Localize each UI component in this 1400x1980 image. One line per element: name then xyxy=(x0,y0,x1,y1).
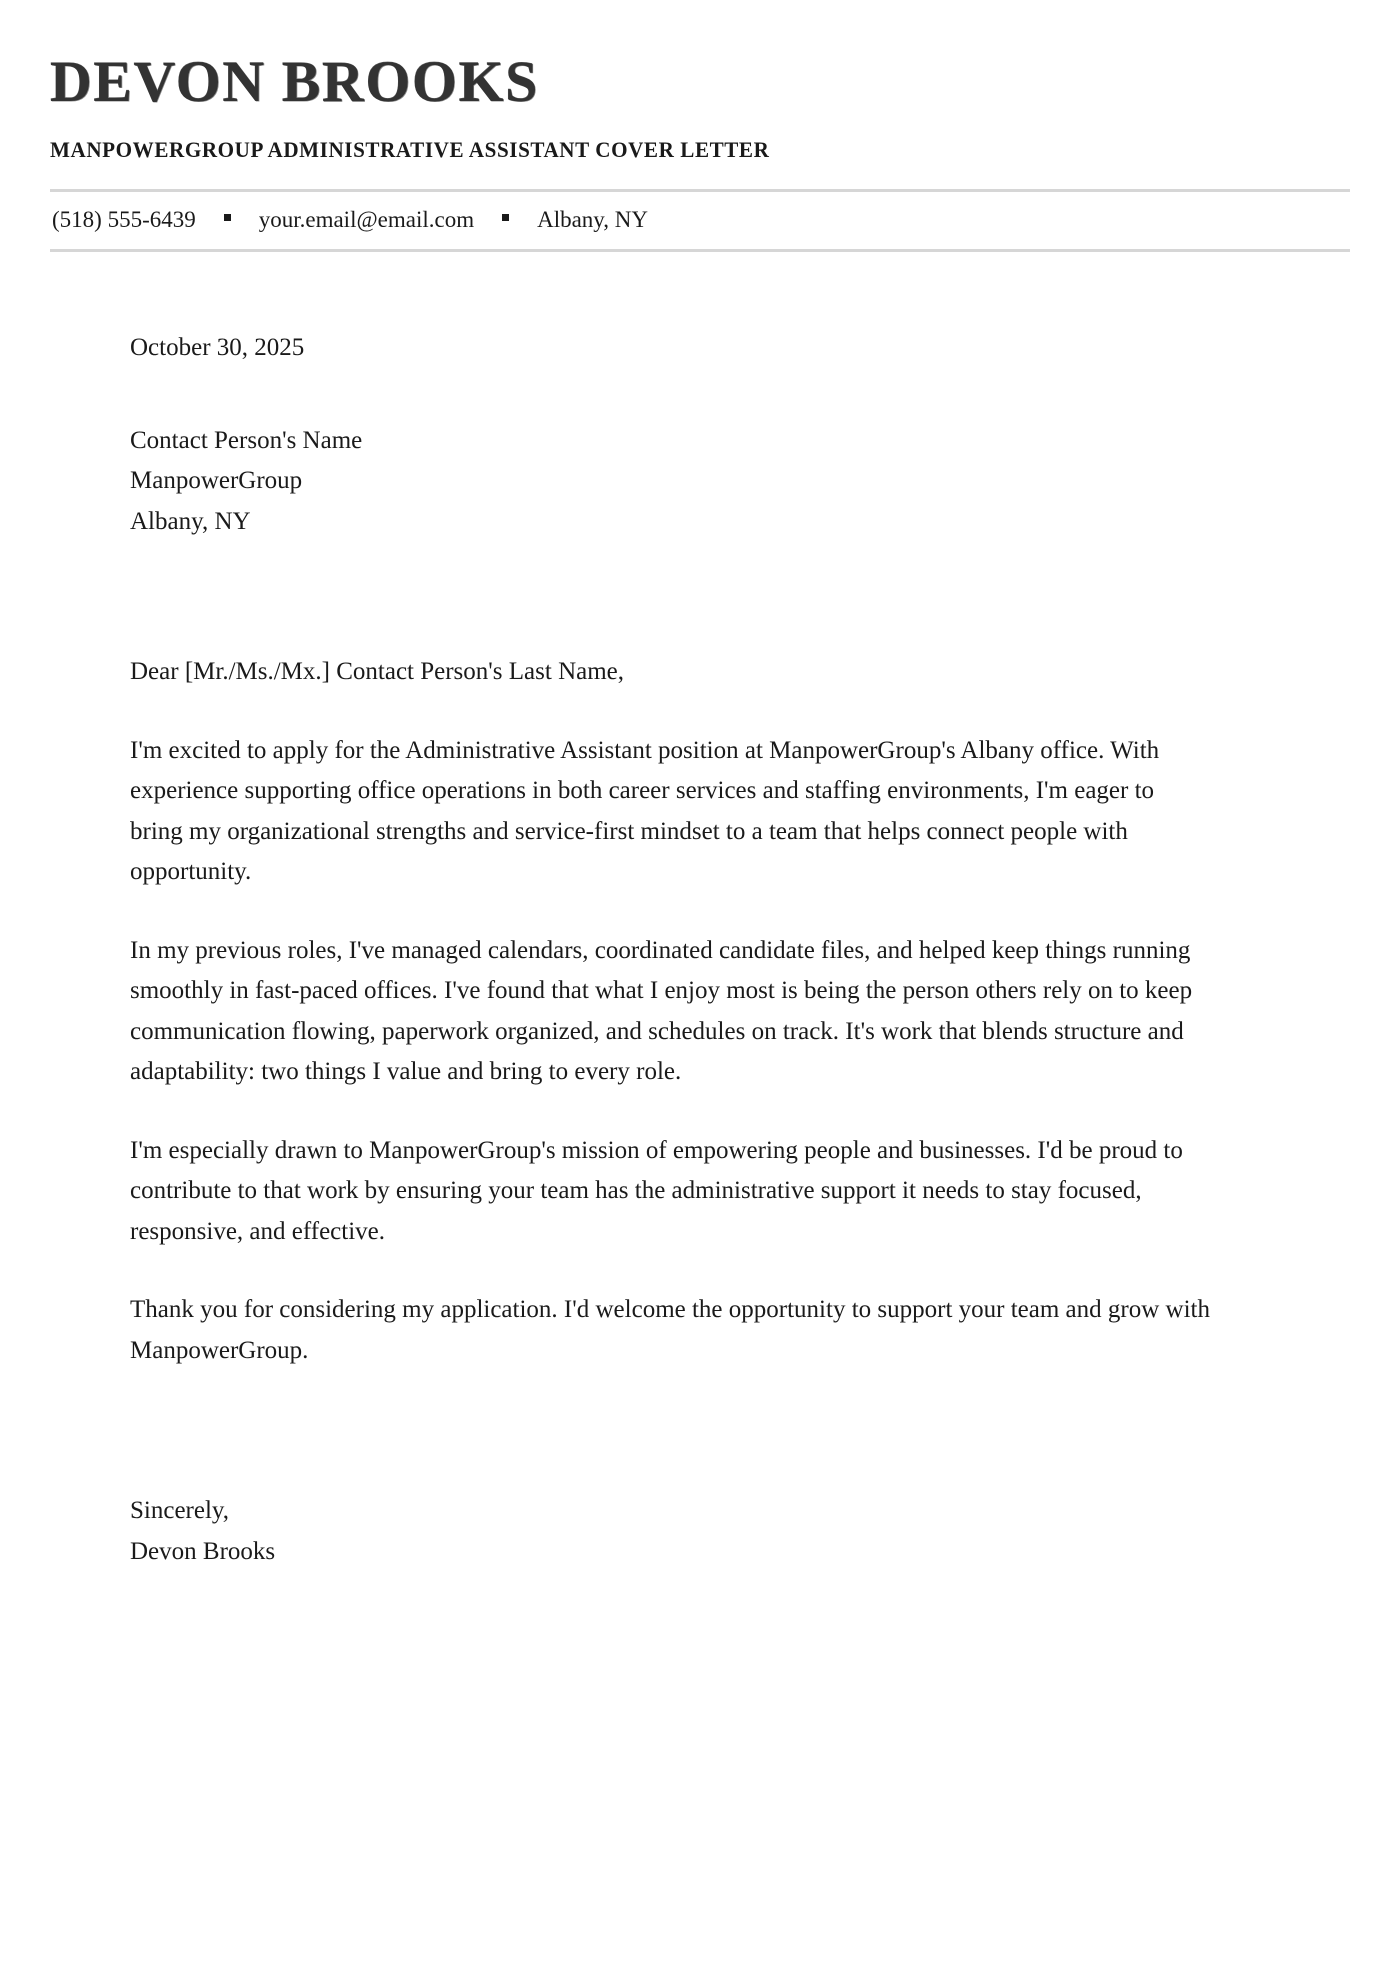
header-divider-bottom xyxy=(50,249,1350,252)
recipient-block xyxy=(130,421,1210,543)
closing-salutation: Sincerely, xyxy=(130,1497,230,1525)
contact-location: Albany, NY xyxy=(537,206,649,232)
page-title: DEVON BROOKS xyxy=(50,49,539,114)
letter-paragraph: I'm especially drawn to ManpowerGroup's mission of empowering people and businesses. I'd be proud to contribute to that work by ensuring your team has the administrative support it needs to stay focused, responsive, and effective. xyxy=(130,1136,1183,1245)
signature-name: Devon Brooks xyxy=(130,1537,276,1565)
recipient-location: Albany, NY xyxy=(130,507,251,535)
letter-paragraph: I'm excited to apply for the Administrative Assistant position at ManpowerGroup's Albany office. With experience supporting office operations in both career services and staffing environments, I'm eager to bring my organizational strengths and service-first mindset to a team that helps connect people with opportunity. xyxy=(130,736,1160,886)
letter-paragraph: In my previous roles, I've managed calendars, coordinated candidate files, and helped keep things running smoothly in fast-paced offices. I've found that what I enjoy most is being the person others rely on to keep communication flowing, paperwork organized, and schedules on track. It's work that blends structure and adaptability: two things I value and bring to every role. xyxy=(130,936,1193,1086)
recipient-company: ManpowerGroup xyxy=(130,467,303,495)
letter-body xyxy=(0,328,1400,1572)
square-bullet-icon xyxy=(502,214,509,221)
contact-info-row xyxy=(50,192,1350,250)
letter-paragraph: Thank you for considering my application. I'd welcome the opportunity to support your team and grow with ManpowerGroup. xyxy=(130,1296,1210,1364)
letter-subtitle: MANPOWERGROUP ADMINISTRATIVE ASSISTANT COVER LETTER xyxy=(50,136,770,162)
contact-phone: (518) 555-6439 xyxy=(52,206,196,232)
letter-closing xyxy=(130,1491,1210,1572)
letter-header xyxy=(0,0,1400,163)
square-bullet-icon xyxy=(224,214,231,221)
letter-salutation: Dear [Mr./Ms./Mx.] Contact Person's Last Name, xyxy=(130,658,625,686)
letter-date: October 30, 2025 xyxy=(130,334,305,362)
contact-email: your.email@email.com xyxy=(258,206,475,232)
recipient-name: Contact Person's Name xyxy=(130,426,363,454)
